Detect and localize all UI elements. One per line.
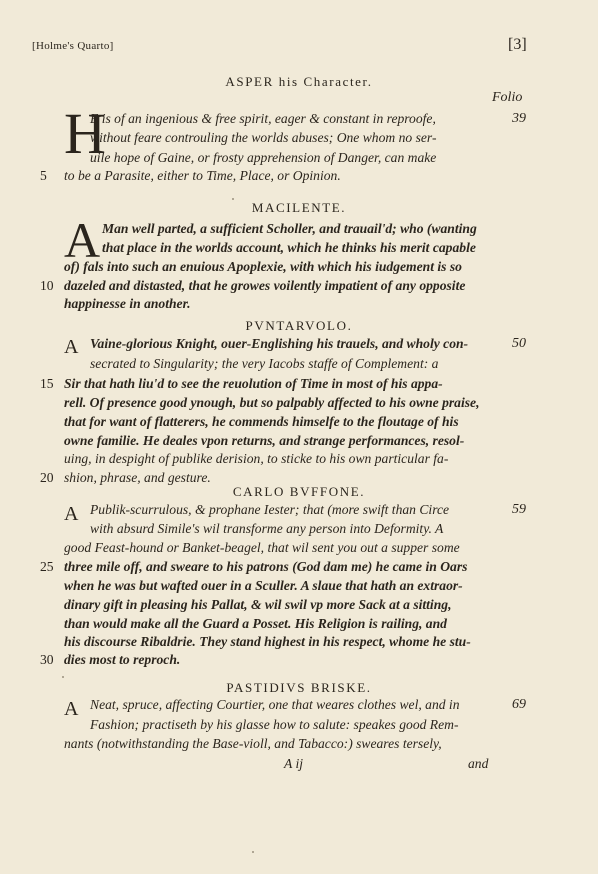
drop-cap-a: A (64, 212, 101, 268)
line-number: 10 (40, 278, 54, 293)
text-line: owne familie. He deales vpon returns, and strange performances, resol- (64, 433, 465, 448)
text-line: good Feast-hound or Banket-beagel, that wil sent you out a supper some (64, 540, 460, 555)
folio-label: Folio (492, 90, 523, 105)
text-line: three mile off, and sweare to his patrons (God dam me) he came in Oars (64, 559, 468, 574)
text-line: that for want of flatterers, he commends himselfe to the floutage of his (64, 414, 459, 429)
line-number: 5 (40, 168, 47, 183)
initial-a: A (64, 503, 79, 525)
signature-mark: A ij (284, 756, 304, 771)
text-line: Sir that hath liu'd to see the reuolution of Time in most of his appa- (64, 376, 443, 391)
margin-number: 59 (512, 502, 526, 517)
running-head: [Holme's Quarto] (32, 40, 114, 52)
text-line: dies most to reproch. (64, 652, 181, 667)
line-number: 20 (40, 470, 54, 485)
text-line: with absurd Simile's wil transforme any person into Deformity. A (90, 521, 444, 536)
text-line: Fashion; practiseth by his glasse how to salute: speakes good Rem- (90, 717, 459, 732)
text-line: nants (notwithstanding the Base-violl, and Tabacco:) sweares tersely, (64, 736, 442, 751)
text-line: Man well parted, a sufficient Scholler, and trauail'd; who (wanting (102, 221, 477, 236)
section-title-puntarvolo: PVNTARVOLO. (245, 318, 353, 333)
section-title-pastidius-briske: PASTIDIVS BRISKE. (226, 680, 372, 695)
paper-speck (232, 198, 234, 200)
text-line: happinesse in another. (64, 296, 191, 311)
section-title-carlo-buffone: CARLO BVFFONE. (232, 484, 366, 499)
text-line: Vaine-glorious Knight, ouer-Englishing his trauels, and wholy con- (90, 336, 469, 351)
text-line: dazeled and distasted, that he growes voilently impatient of any opposite (64, 278, 466, 293)
margin-number: 50 (512, 336, 526, 351)
text-line: secrated to Singularity; the very Iacobs staffe of Complement: a (90, 356, 439, 371)
text-line: Neat, spruce, affecting Courtier, one that weares clothes wel, and in (90, 697, 460, 712)
initial-a: A (64, 698, 79, 720)
text-line: of) fals into such an enuious Apoplexie, with which his iudgement is so (64, 259, 462, 274)
text-line: his discourse Ribaldrie. They stand highest in his respect, whome he stu- (64, 634, 471, 649)
text-line: when he was but wafted ouer in a Sculler. A slaue that hath an extraor- (64, 578, 463, 593)
text-line: that place in the worlds account, which he thinks his merit capable (102, 240, 476, 255)
catchword: and (468, 756, 489, 771)
paper-speck (62, 676, 64, 678)
text-line: uile hope of Gaine, or frosty apprehension of Danger, can make (90, 150, 437, 165)
text-line: to be a Parasite, either to Time, Place, or Opinion. (64, 168, 341, 183)
text-line: uing, in despight of publike derision, to sticke to his own particular fa- (64, 451, 449, 466)
section-title-macilente: MACILENTE. (251, 200, 347, 215)
text-line: E is of an ingenious & free spirit, eager & constant in reproofe, (90, 111, 436, 126)
margin-number: 69 (512, 697, 526, 712)
text-line: rell. Of presence good ynough, but so palpably affected to his owne praise, (64, 395, 480, 410)
paper-speck (252, 851, 254, 853)
line-number: 25 (40, 559, 54, 574)
text-line: dinary gift in pleasing his Pallat, & wil swil vp more Sack at a sitting, (64, 597, 452, 612)
text-line: than would make all the Guard a Posset. His Religion is railing, and (64, 616, 447, 631)
line-number: 15 (40, 376, 54, 391)
section-title-asper: ASPER his Character. (225, 74, 373, 89)
line-number: 30 (40, 652, 54, 667)
page-number: [3] (508, 36, 527, 53)
initial-a: A (64, 336, 79, 358)
drop-cap-h: H (64, 101, 106, 166)
margin-number: 39 (512, 111, 526, 126)
text-line: shion, phrase, and gesture. (64, 470, 211, 485)
text-line: without feare controuling the worlds abuses; One whom no ser- (90, 130, 437, 145)
text-line: Publik-scurrulous, & prophane Iester; that (more swift than Circe (90, 502, 450, 517)
